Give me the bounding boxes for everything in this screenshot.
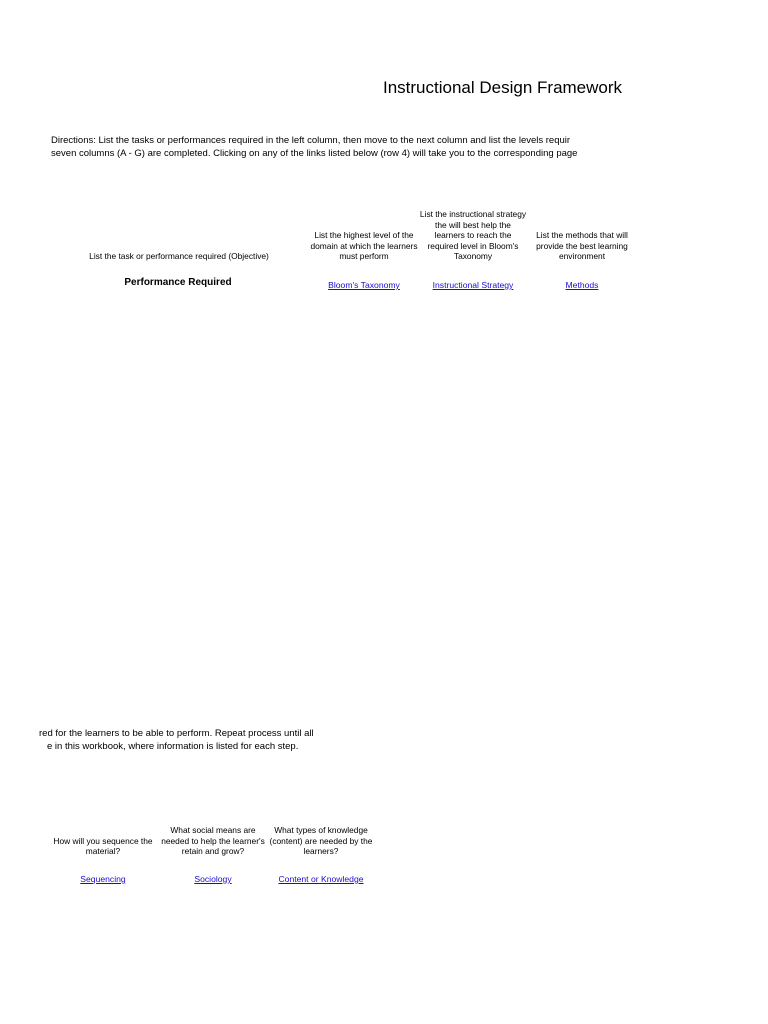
column-strategy-description [419,205,527,262]
directions-line-1: Directions: List the tasks or performances required in the left column, then move to the next column and list the levels requir [51,135,571,146]
column-bloom-description-text: List the highest level of the domain at which the learners must perform [310,230,418,262]
column-methods-description [530,205,634,262]
column-methods-description-text: List the methods that will provide the best learning environment [536,230,628,262]
link-content-or-knowledge[interactable]: Content or Knowledge [278,874,364,884]
column-bloom-description [310,205,418,262]
link-sociology[interactable]: Sociology [194,874,232,884]
column-sequencing-description [50,810,156,857]
column-content-description-text: What types of knowledge (content) are needed by the learners? [269,825,373,857]
column-sequencing-description-text: How will you sequence the material? [53,835,153,857]
link-sequencing[interactable]: Sequencing [80,874,126,884]
link-instructional-strategy[interactable]: Instructional Strategy [432,280,514,290]
directions-line-2: seven columns (A - G) are completed. Clicking on any of the links listed below (row 4) will take you to the corresponding page [51,148,578,159]
directions-line-4: e in this workbook, where information is listed for each step. [47,741,299,752]
column-sociology-description-text: What social means are needed to help the learner's retain and grow? [161,825,265,857]
task-description-text: List the task or performance required (Objective) [89,251,269,262]
performance-required-header: Performance Required [124,277,232,288]
task-description [60,240,298,262]
column-content-description [268,810,374,857]
directions-line-3: red for the learners to be able to perform. Repeat process until all [39,728,314,739]
column-sociology-description [160,810,266,857]
column-strategy-description-text: List the instructional strategy the will best help the learners to reach the required level in Bloom's Taxonomy [419,209,527,262]
link-blooms-taxonomy[interactable]: Bloom's Taxonomy [328,280,400,290]
page-title: Instructional Design Framework [383,78,623,97]
link-methods[interactable]: Methods [565,280,599,290]
